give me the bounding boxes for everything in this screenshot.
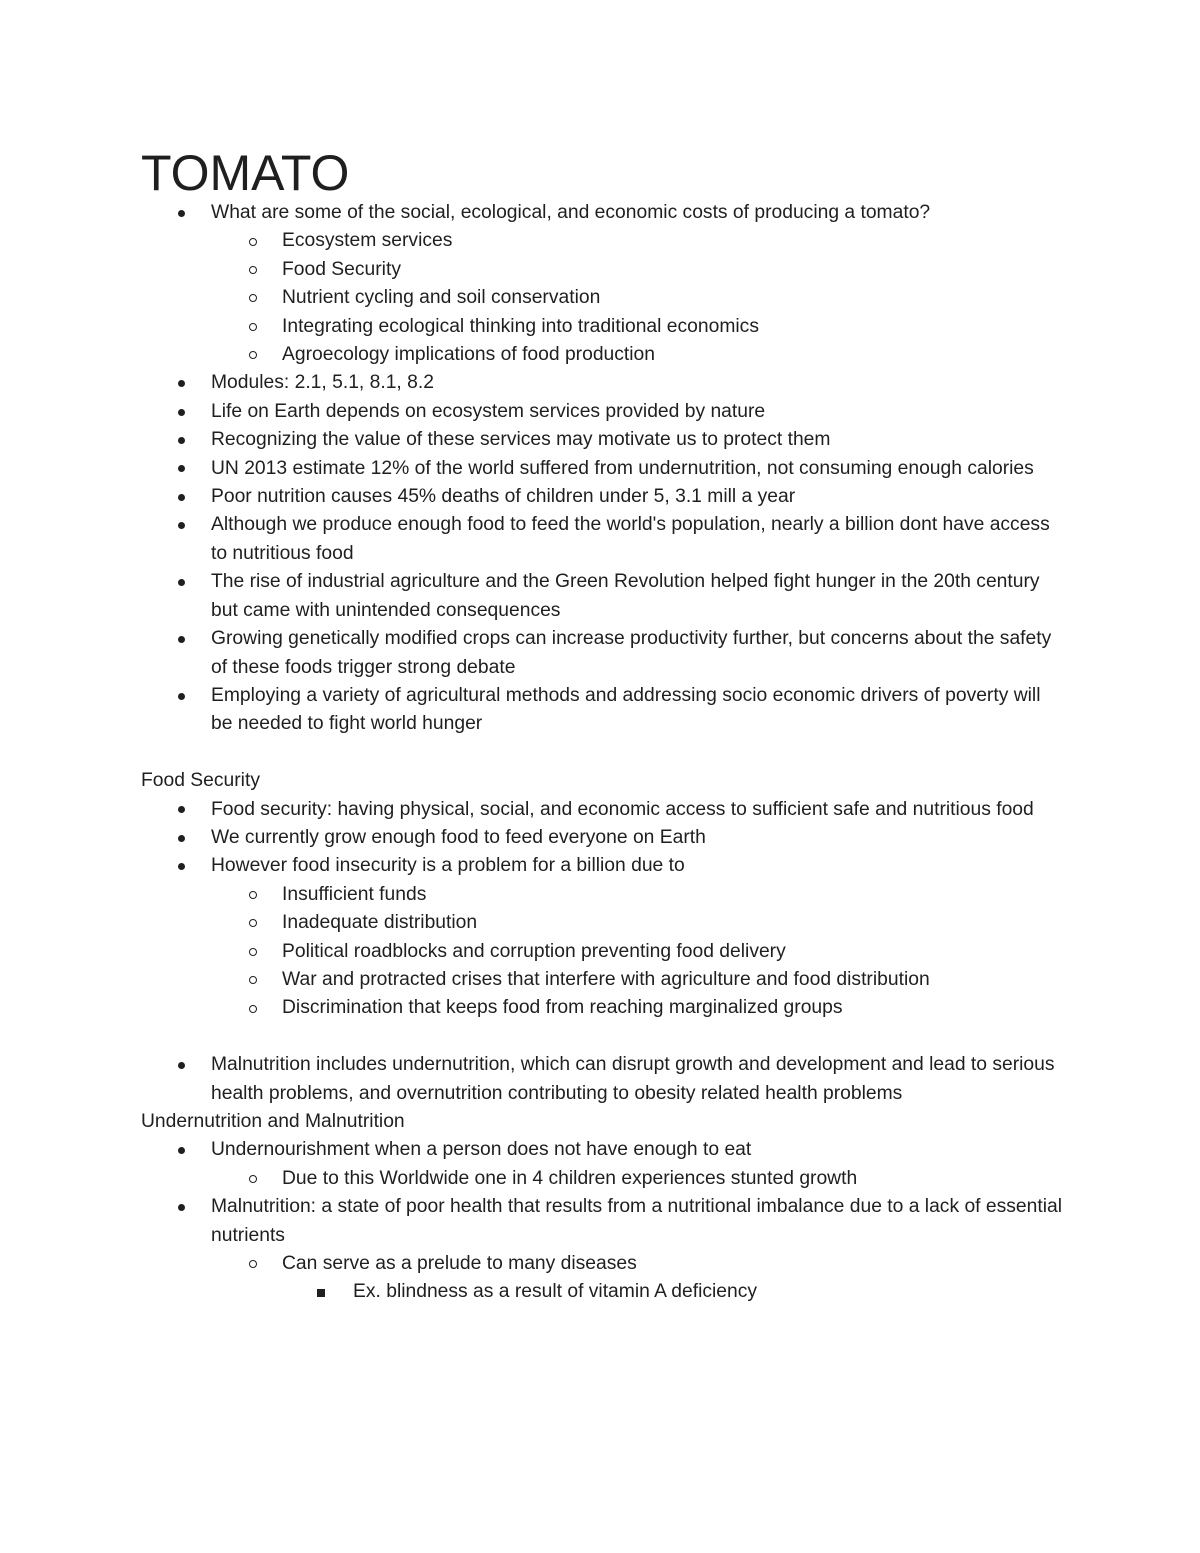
sub-list [141, 1250, 1066, 1307]
bullet-circle-icon [249, 881, 257, 909]
sub-list [141, 227, 1066, 369]
document-body [141, 199, 1066, 1307]
bullet-square-icon [317, 1278, 325, 1306]
list-item: Inadequate distribution [141, 909, 1066, 937]
list-item: Recognizing the value of these services may motivate us to protect them [141, 426, 1066, 454]
bullet-disc-icon [178, 682, 185, 710]
bullet-circle-icon [249, 284, 257, 312]
bullet-disc-icon [178, 511, 185, 539]
bullet-circle-icon [249, 341, 257, 369]
list-item: Although we produce enough food to feed the world's population, nearly a billion dont have access to nutritious food [141, 511, 1066, 568]
list-item: Ex. blindness as a result of vitamin A deficiency [141, 1278, 1066, 1306]
blank-line [141, 1023, 1066, 1051]
bullet-disc-icon [178, 1051, 185, 1079]
list-item: Insufficient funds [141, 881, 1066, 909]
undernutrition-list [141, 1136, 1066, 1306]
list-item: Food Security [141, 256, 1066, 284]
bullet-circle-icon [249, 1250, 257, 1278]
list-item: However food insecurity is a problem for a billion due to Insufficient funds Inadequate distribution Political roadblocks and corruption preventing food delivery War and protracted crises that interfere with agriculture and food distribution Discrimination that keeps food from reaching marginalized groups [141, 852, 1066, 1022]
intro-list [141, 199, 1066, 739]
list-item: Growing genetically modified crops can increase productivity further, but concerns about the safety of these foods trigger strong debate [141, 625, 1066, 682]
list-item: Poor nutrition causes 45% deaths of children under 5, 3.1 mill a year [141, 483, 1066, 511]
bullet-disc-icon [178, 568, 185, 596]
bullet-disc-icon [178, 483, 185, 511]
food-security-list [141, 796, 1066, 1023]
bullet-disc-icon [178, 398, 185, 426]
list-item: Ecosystem services [141, 227, 1066, 255]
list-item: Political roadblocks and corruption preventing food delivery [141, 938, 1066, 966]
bullet-circle-icon [249, 227, 257, 255]
list-item: Agroecology implications of food production [141, 341, 1066, 369]
sub-sub-list [141, 1278, 1066, 1306]
bullet-disc-icon [178, 369, 185, 397]
section-heading-undernutrition: Undernutrition and Malnutrition [141, 1110, 405, 1132]
bullet-circle-icon [249, 1165, 257, 1193]
bullet-disc-icon [178, 796, 185, 824]
bullet-circle-icon [249, 909, 257, 937]
bullet-disc-icon [178, 852, 185, 880]
document-title: TOMATO [141, 145, 350, 201]
malnutrition-list [141, 1051, 1066, 1108]
list-item: Malnutrition includes undernutrition, which can disrupt growth and development and lead to serious health problems, and overnutrition contributing to obesity related health problems [141, 1051, 1066, 1108]
list-item: War and protracted crises that interfere with agriculture and food distribution [141, 966, 1066, 994]
list-item: Nutrient cycling and soil conservation [141, 284, 1066, 312]
list-item: Can serve as a prelude to many diseases Ex. blindness as a result of vitamin A deficiency [141, 1250, 1066, 1307]
blank-line [141, 739, 1066, 767]
list-item: Modules: 2.1, 5.1, 8.1, 8.2 [141, 369, 1066, 397]
list-item: Integrating ecological thinking into traditional economics [141, 313, 1066, 341]
bullet-disc-icon [178, 1136, 185, 1164]
list-item: Life on Earth depends on ecosystem services provided by nature [141, 398, 1066, 426]
list-item: Discrimination that keeps food from reaching marginalized groups [141, 994, 1066, 1022]
sub-list [141, 1165, 1066, 1193]
section-heading-food-security: Food Security [141, 770, 260, 792]
bullet-disc-icon [178, 455, 185, 483]
list-item: We currently grow enough food to feed everyone on Earth [141, 824, 1066, 852]
bullet-disc-icon [178, 1193, 185, 1221]
list-item: Undernourishment when a person does not have enough to eat Due to this Worldwide one in 4 children experiences stunted growth [141, 1136, 1066, 1193]
bullet-circle-icon [249, 256, 257, 284]
bullet-circle-icon [249, 313, 257, 341]
bullet-disc-icon [178, 426, 185, 454]
list-item: What are some of the social, ecological, and economic costs of producing a tomato? Ecosystem services Food Security Nutrient cycling and soil conservation Integrating ecological thinking into traditional economics Agroecology implications of food production [141, 199, 1066, 369]
list-item: The rise of industrial agriculture and the Green Revolution helped fight hunger in the 20th century but came with unintended consequences [141, 568, 1066, 625]
bullet-disc-icon [178, 824, 185, 852]
list-item: Employing a variety of agricultural methods and addressing socio economic drivers of poverty will be needed to fight world hunger [141, 682, 1066, 739]
list-item: Food security: having physical, social, and economic access to sufficient safe and nutritious food [141, 796, 1066, 824]
bullet-circle-icon [249, 994, 257, 1022]
sub-list [141, 881, 1066, 1023]
bullet-circle-icon [249, 966, 257, 994]
bullet-disc-icon [178, 199, 185, 227]
list-item: Due to this Worldwide one in 4 children experiences stunted growth [141, 1165, 1066, 1193]
bullet-disc-icon [178, 625, 185, 653]
list-item: UN 2013 estimate 12% of the world suffered from undernutrition, not consuming enough calories [141, 455, 1066, 483]
list-item: Malnutrition: a state of poor health that results from a nutritional imbalance due to a lack of essential nutrients Can serve as a prelude to many diseases Ex. blindness as a result of vitamin A deficiency [141, 1193, 1066, 1307]
bullet-circle-icon [249, 938, 257, 966]
